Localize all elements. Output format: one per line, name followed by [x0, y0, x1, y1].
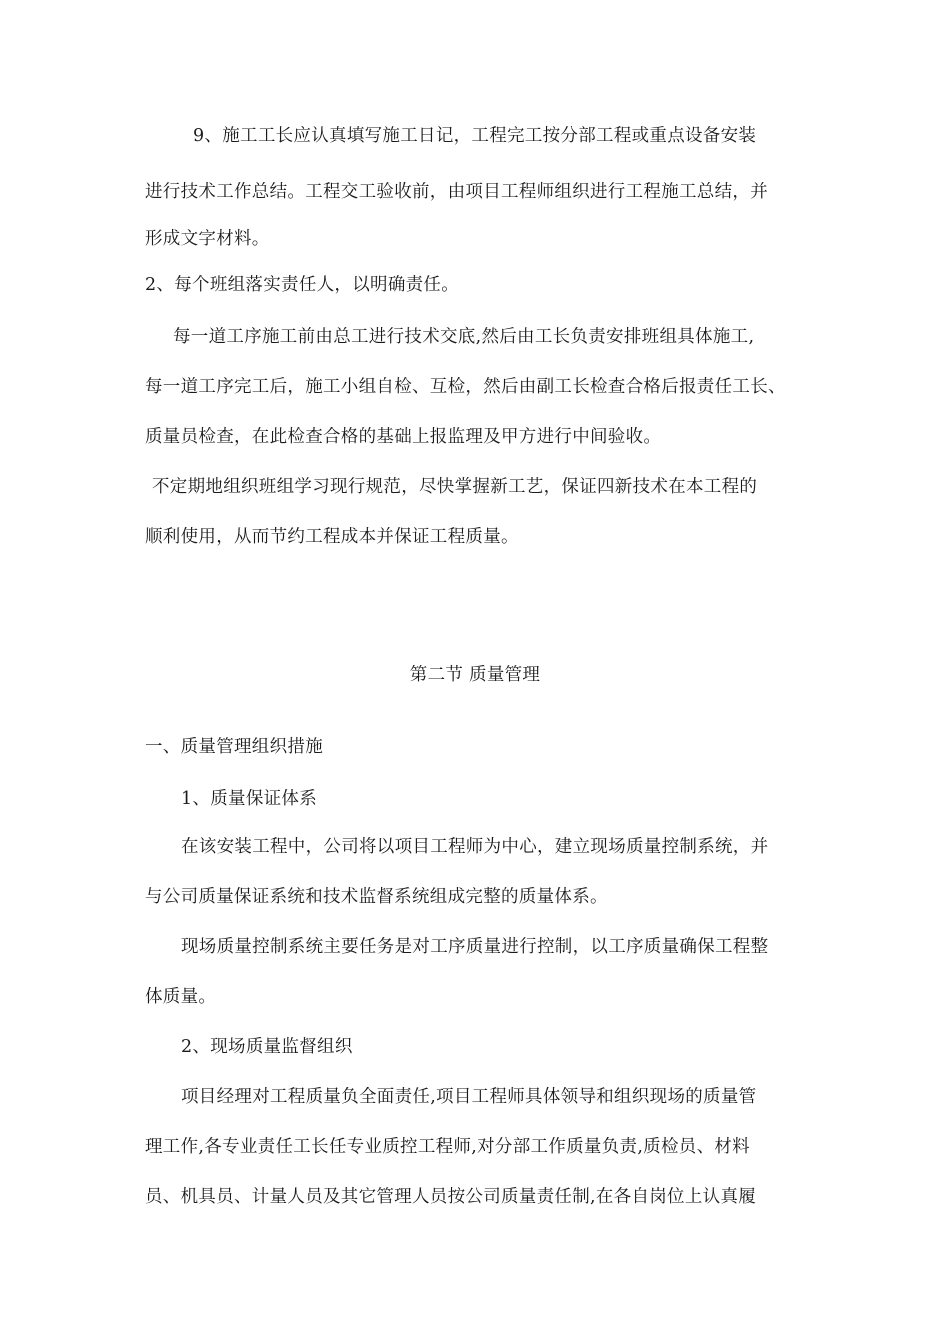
paragraph-line: 现场质量控制系统主要任务是对工序质量进行控制，以工序质量确保工程整	[181, 937, 769, 957]
paragraph-line: 与公司质量保证系统和技术监督系统组成完整的质量体系。	[145, 887, 608, 907]
paragraph-line: 在该安装工程中，公司将以项目工程师为中心，建立现场质量控制系统，并	[181, 837, 769, 857]
paragraph-line: 员、机具员、计量人员及其它管理人员按公司质量责任制,在各自岗位上认真履	[145, 1187, 757, 1207]
paragraph-line: 形成文字材料。	[145, 229, 270, 249]
list-item-heading: 2、每个班组落实责任人，以明确责任。	[145, 275, 460, 295]
paragraph-line: 顺利使用，从而节约工程成本并保证工程质量。	[145, 527, 519, 547]
paragraph-line: 进行技术工作总结。工程交工验收前，由项目工程师组织进行工程施工总结，并	[145, 182, 768, 202]
section-title: 第二节 质量管理	[409, 665, 541, 685]
heading-level-2: 2、现场质量监督组织	[181, 1037, 353, 1057]
paragraph-line: 质量员检查，在此检查合格的基础上报监理及甲方进行中间验收。	[145, 427, 662, 447]
heading-level-2: 1、质量保证体系	[181, 789, 318, 809]
heading-level-1: 一、质量管理组织措施	[145, 737, 323, 757]
paragraph-line: 每一道工序完工后，施工小组自检、互检，然后由副工长检查合格后报责任工长、	[145, 377, 786, 397]
paragraph-line: 项目经理对工程质量负全面责任,项目工程师具体领导和组织现场的质量管	[181, 1087, 757, 1107]
paragraph-line: 不定期地组织班组学习现行规范，尽快掌握新工艺，保证四新技术在本工程的	[152, 477, 758, 497]
paragraph-line: 每一道工序施工前由总工进行技术交底,然后由工长负责安排班组具体施工,	[173, 327, 755, 347]
paragraph-line: 体质量。	[145, 987, 217, 1007]
paragraph-line: 理工作,各专业责任工长任专业质控工程师,对分部工作质量负责,质检员、材料	[145, 1137, 750, 1157]
paragraph-line: 9、施工工长应认真填写施工日记，工程完工按分部工程或重点设备安装	[193, 126, 757, 146]
